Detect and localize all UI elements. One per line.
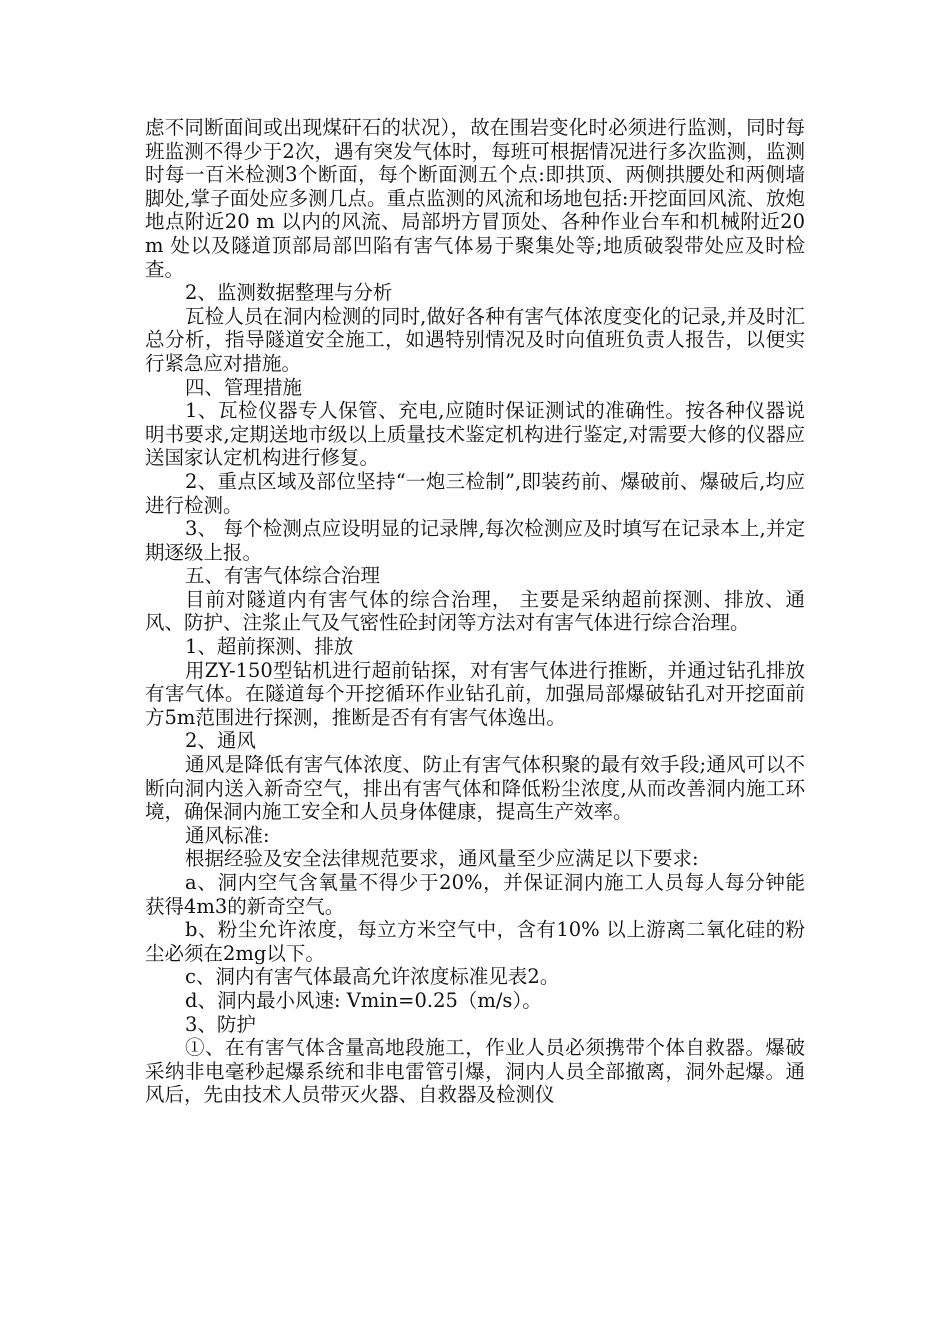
section-heading-gas-treatment: 五、有害气体综合治理 xyxy=(185,564,381,588)
paragraph-advance-drilling: 用ZY-150型钻机进行超前钻探，对有害气体进行推断，并通过钻孔排放有害气体。在隧道每个开挖循环作业钻孔前，加强局部爆破钻孔对开挖面前方5m范围进行探测，推断是否有有害气体逸出。 xyxy=(145,658,805,729)
paragraph-standard-intro: 根据经验及安全法律规范要求，通风量至少应满足以下要求: xyxy=(185,847,699,871)
paragraph-protection-measures: ①、在有害气体含量高地段施工，作业人员必须携带个体自救器。爆破采纳非电毫秒起爆系统和非电雷管引爆，洞内人员全部撤离，洞外起爆。通风后，先由技术人员带灭火器、自救器及检测仪 xyxy=(145,1036,805,1107)
section-heading-monitoring-data: 2、监测数据整理与分析 xyxy=(185,281,393,305)
list-item-gas-limit: c、洞内有害气体最高允许浓度标准见表2。 xyxy=(185,965,560,989)
paragraph-continuation: 虑不同断面间或出现煤矸石的状况），故在围岩变化时必须进行监测，同时每班监测不得少于2次，遇有突发气体时，每班可根据情况进行多次监测，监测时每一百米检测3个断面，每个断面测五个点:即拱顶、两侧拱腰处和两侧墙脚处,掌子面处应多测几点。重点监测的风流和场地包括:开挖面回风流、放炮地点附近20 m 以内的风流、局部坍方冒顶处、各种作业台车和机械附近20 m 处以及隧道顶部局部凹陷有害气体易于聚集处等;地质破裂带处应及时检查。 xyxy=(145,116,805,281)
paragraph-record-board: 3、 每个检测点应设明显的记录牌,每次检测应及时填写在记录本上,并定期逐级上报。 xyxy=(145,517,805,564)
section-heading-management: 四、管理措施 xyxy=(185,375,303,399)
list-item-dust: b、粉尘允许浓度，每立方米空气中，含有10% 以上游离二氧化硅的粉尘必须在2mg以下。 xyxy=(145,918,805,965)
section-heading-advance-probe: 1、超前探测、排放 xyxy=(185,635,354,659)
paragraph-key-areas: 2、重点区域及部位坚持“一炮三检制”,即装药前、爆破前、爆破后,均应进行检测。 xyxy=(145,469,805,517)
list-item-wind-speed: d、洞内最小风速: Vmin=0.25（m/s）。 xyxy=(185,988,542,1012)
list-item-oxygen: a、洞内空气含氧量不得少于20%，并保证洞内施工人员每人每分钟能获得4m3的新奇空气。 xyxy=(145,871,805,918)
paragraph-monitoring-records: 瓦检人员在洞内检测的同时,做好各种有害气体浓度变化的记录,并及时汇总分析，指导隧道安全施工，如遇特别情况及时向值班负责人报告，以便实行紧急应对措施。 xyxy=(145,304,805,375)
section-heading-protection: 3、防护 xyxy=(185,1012,256,1036)
section-heading-ventilation: 2、通风 xyxy=(185,729,256,753)
section-heading-ventilation-standard: 通风标准: xyxy=(185,823,270,847)
paragraph-ventilation-purpose: 通风是降低有害气体浓度、防止有害气体积聚的最有效手段;通风可以不断向洞内送入新奇空气，排出有害气体和降低粉尘浓度,从而改善洞内施工环境，确保洞内施工安全和人员身体健康，提高生产效率。 xyxy=(145,753,805,824)
document-page xyxy=(145,116,805,1107)
paragraph-treatment-overview: 目前对隧道内有害气体的综合治理， 主要是采纳超前探测、排放、通风、防护、注浆止气及气密性砼封闭等方法对有害气体进行综合治理。 xyxy=(145,587,805,635)
paragraph-instrument-custody: 1、瓦检仪器专人保管、充电,应随时保证测试的准确性。按各种仪器说明书要求,定期送地市级以上质量技术鉴定机构进行鉴定,对需要大修的仪器应送国家认定机构进行修复。 xyxy=(145,399,805,470)
